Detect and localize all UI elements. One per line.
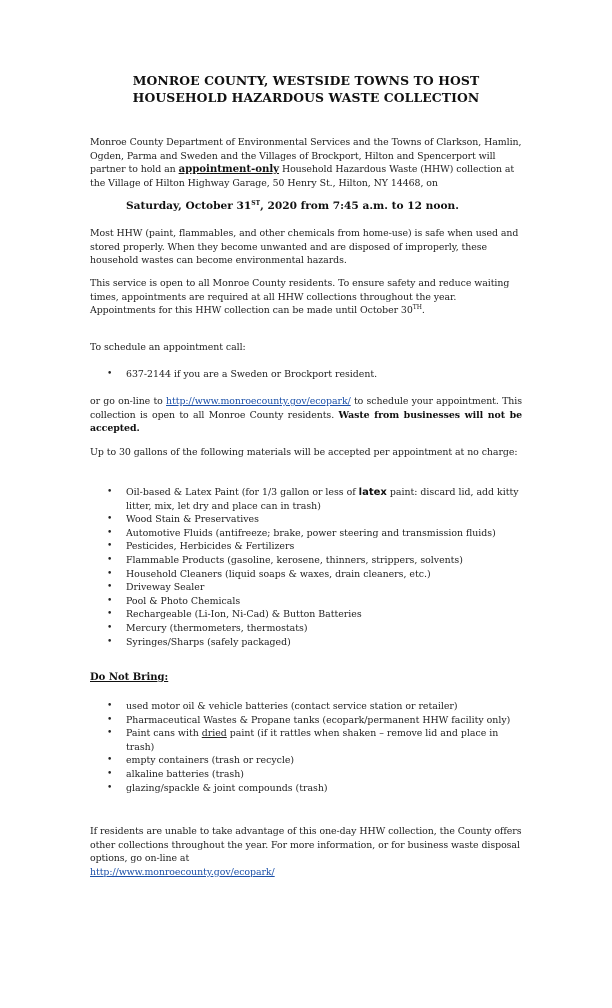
accepted-materials-list <box>90 486 522 649</box>
list-item-text: Pharmaceutical Wastes & Propane tanks (ecopark/permanent HHW facility only) <box>126 714 511 726</box>
accepted-intro: Up to 30 gallons of the following materials will be accepted per appointment at no charge: <box>90 447 518 458</box>
phone-item-text: 637-2144 if you are a Sweden or Brockport resident. <box>126 369 378 380</box>
service-end: . <box>421 305 425 317</box>
paint-item-prefix: Oil-based & Latex Paint (for 1/3 gallon or less of <box>126 487 359 498</box>
list-item-text: used motor oil & vehicle batteries (contact service station or retailer) <box>126 701 458 712</box>
bullet-icon: • <box>107 714 113 725</box>
title-line-1: MONROE COUNTY, WESTSIDE TOWNS TO HOST <box>132 73 480 88</box>
list-item <box>90 714 522 728</box>
bullet-icon: • <box>107 595 113 606</box>
list-item <box>90 527 522 541</box>
bullet-icon: • <box>107 728 113 739</box>
list-item <box>90 581 522 595</box>
online-prefix: or go on-line to <box>90 396 167 407</box>
list-item <box>90 608 522 622</box>
bullet-icon: • <box>107 755 113 766</box>
bullet-icon: • <box>107 369 113 379</box>
list-item <box>90 622 522 636</box>
list-item <box>90 768 522 782</box>
ecopark-link[interactable]: http://www.monroecounty.gov/ecopark/ <box>166 396 351 407</box>
closing-text: If residents are unable to take advantage of this one-day HHW collection, the County offers other collections throughout the year. For more information, or for business waste disposal options, go on-line at <box>90 826 522 865</box>
list-item <box>90 513 522 527</box>
schedule-intro: To schedule an appointment call: <box>90 342 246 353</box>
service-paragraph <box>90 277 522 318</box>
bullet-icon: • <box>107 487 113 497</box>
phone-item <box>90 368 522 382</box>
list-item-text: Syringes/Sharps (safely packaged) <box>126 636 291 648</box>
list-item-text: Pool & Photo Chemicals <box>126 595 241 607</box>
appointment-only-emphasis: appointment-only <box>178 163 280 176</box>
bullet-icon: • <box>107 554 113 565</box>
page-title <box>90 72 522 106</box>
bullet-icon: • <box>107 514 113 525</box>
intro-paragraph <box>90 136 522 190</box>
list-item <box>90 636 522 650</box>
list-item <box>90 554 522 568</box>
event-time: , 2020 from 7:45 a.m. to 12 noon. <box>260 200 459 212</box>
list-item <box>90 486 522 513</box>
list-item-text: Automotive Fluids (antifreeze; brake, power steering and transmission fluids) <box>126 527 496 539</box>
list-item-text: Pesticides, Herbicides & Fertilizers <box>126 541 295 553</box>
bullet-icon: • <box>107 701 113 711</box>
list-item <box>90 540 522 554</box>
list-item-text: Mercury (thermometers, thermostats) <box>126 622 308 634</box>
closing-paragraph <box>90 825 522 879</box>
event-date-prefix: Saturday, October 31 <box>126 200 252 212</box>
bullet-icon: • <box>107 782 113 793</box>
list-item <box>90 700 522 714</box>
list-item <box>90 568 522 582</box>
list-item <box>90 595 522 609</box>
latex-emphasis: latex <box>358 487 387 498</box>
bullet-icon: • <box>107 582 113 593</box>
date-ordinal: ST <box>251 200 261 207</box>
event-date-line <box>126 199 459 213</box>
list-item <box>90 754 522 768</box>
dried-paint-prefix: Paint cans with <box>126 728 202 740</box>
bullet-icon: • <box>107 527 113 538</box>
list-item-text: Flammable Products (gasoline, kerosene, thinners, strippers, solvents) <box>126 554 463 566</box>
phone-list <box>90 368 522 382</box>
bullet-icon: • <box>107 622 113 633</box>
intro-text-2: Household Hazardous Waste (HHW) collection at the Village of Hilton Highway Garage, 50 Henry St., Hilton, NY 14468, on <box>90 164 515 189</box>
list-item <box>90 727 522 754</box>
deadline-ordinal: TH <box>412 304 422 312</box>
list-item-text: empty containers (trash or recycle) <box>126 755 295 767</box>
paint-item-suffix: paint: discard lid, add kitty litter, mix, let dry and place can in trash) <box>126 487 519 512</box>
ecopark-link-footer[interactable]: http://www.monroecounty.gov/ecopark/ <box>90 866 275 878</box>
business-waste-warning: Waste from businesses will not be accepted. <box>90 409 522 435</box>
list-item-text: Rechargeable (Li-Ion, Ni-Cad) & Button Batteries <box>126 609 362 621</box>
bullet-icon: • <box>107 636 113 647</box>
list-item-text: Driveway Sealer <box>126 582 205 594</box>
online-middle: to schedule your appointment. This collection is open to all Monroe County residents. <box>90 396 522 421</box>
do-not-bring-list <box>90 700 522 795</box>
do-not-bring-heading: Do Not Bring: <box>90 672 169 683</box>
service-text: This service is open to all Monroe County residents. To ensure safety and reduce waiting times, appointments are required at all HHW collections throughout the year. Appointments for this HHW collection can be made until October 30 <box>90 278 510 317</box>
title-line-2: HOUSEHOLD HAZARDOUS WASTE COLLECTION <box>132 90 480 105</box>
bullet-icon: • <box>107 768 113 779</box>
bullet-icon: • <box>107 609 113 620</box>
bullet-icon: • <box>107 541 113 552</box>
list-item-text: alkaline batteries (trash) <box>126 768 244 780</box>
list-item-text: Wood Stain & Preservatives <box>126 514 259 526</box>
dried-emphasis: dried <box>201 728 227 740</box>
dried-paint-suffix: paint (if it rattles when shaken – remove lid and place in trash) <box>126 728 499 753</box>
list-item <box>90 782 522 796</box>
bullet-icon: • <box>107 568 113 579</box>
list-item-text: glazing/spackle & joint compounds (trash) <box>126 782 328 794</box>
list-item-text: Household Cleaners (liquid soaps & waxes, drain cleaners, etc.) <box>126 568 431 580</box>
hazards-paragraph: Most HHW (paint, flammables, and other chemicals from home-use) is safe when used and stored properly. When they become unwanted and are disposed of improperly, these household wastes can become environmental hazards. <box>90 228 519 267</box>
intro-text-1: Monroe County Department of Environmental Services and the Towns of Clarkson, Hamlin, Ogden, Parma and Sweden and the Villages of Brockport, Hilton and Spencerport will partner to hold an <box>90 137 522 176</box>
online-paragraph <box>90 395 522 436</box>
